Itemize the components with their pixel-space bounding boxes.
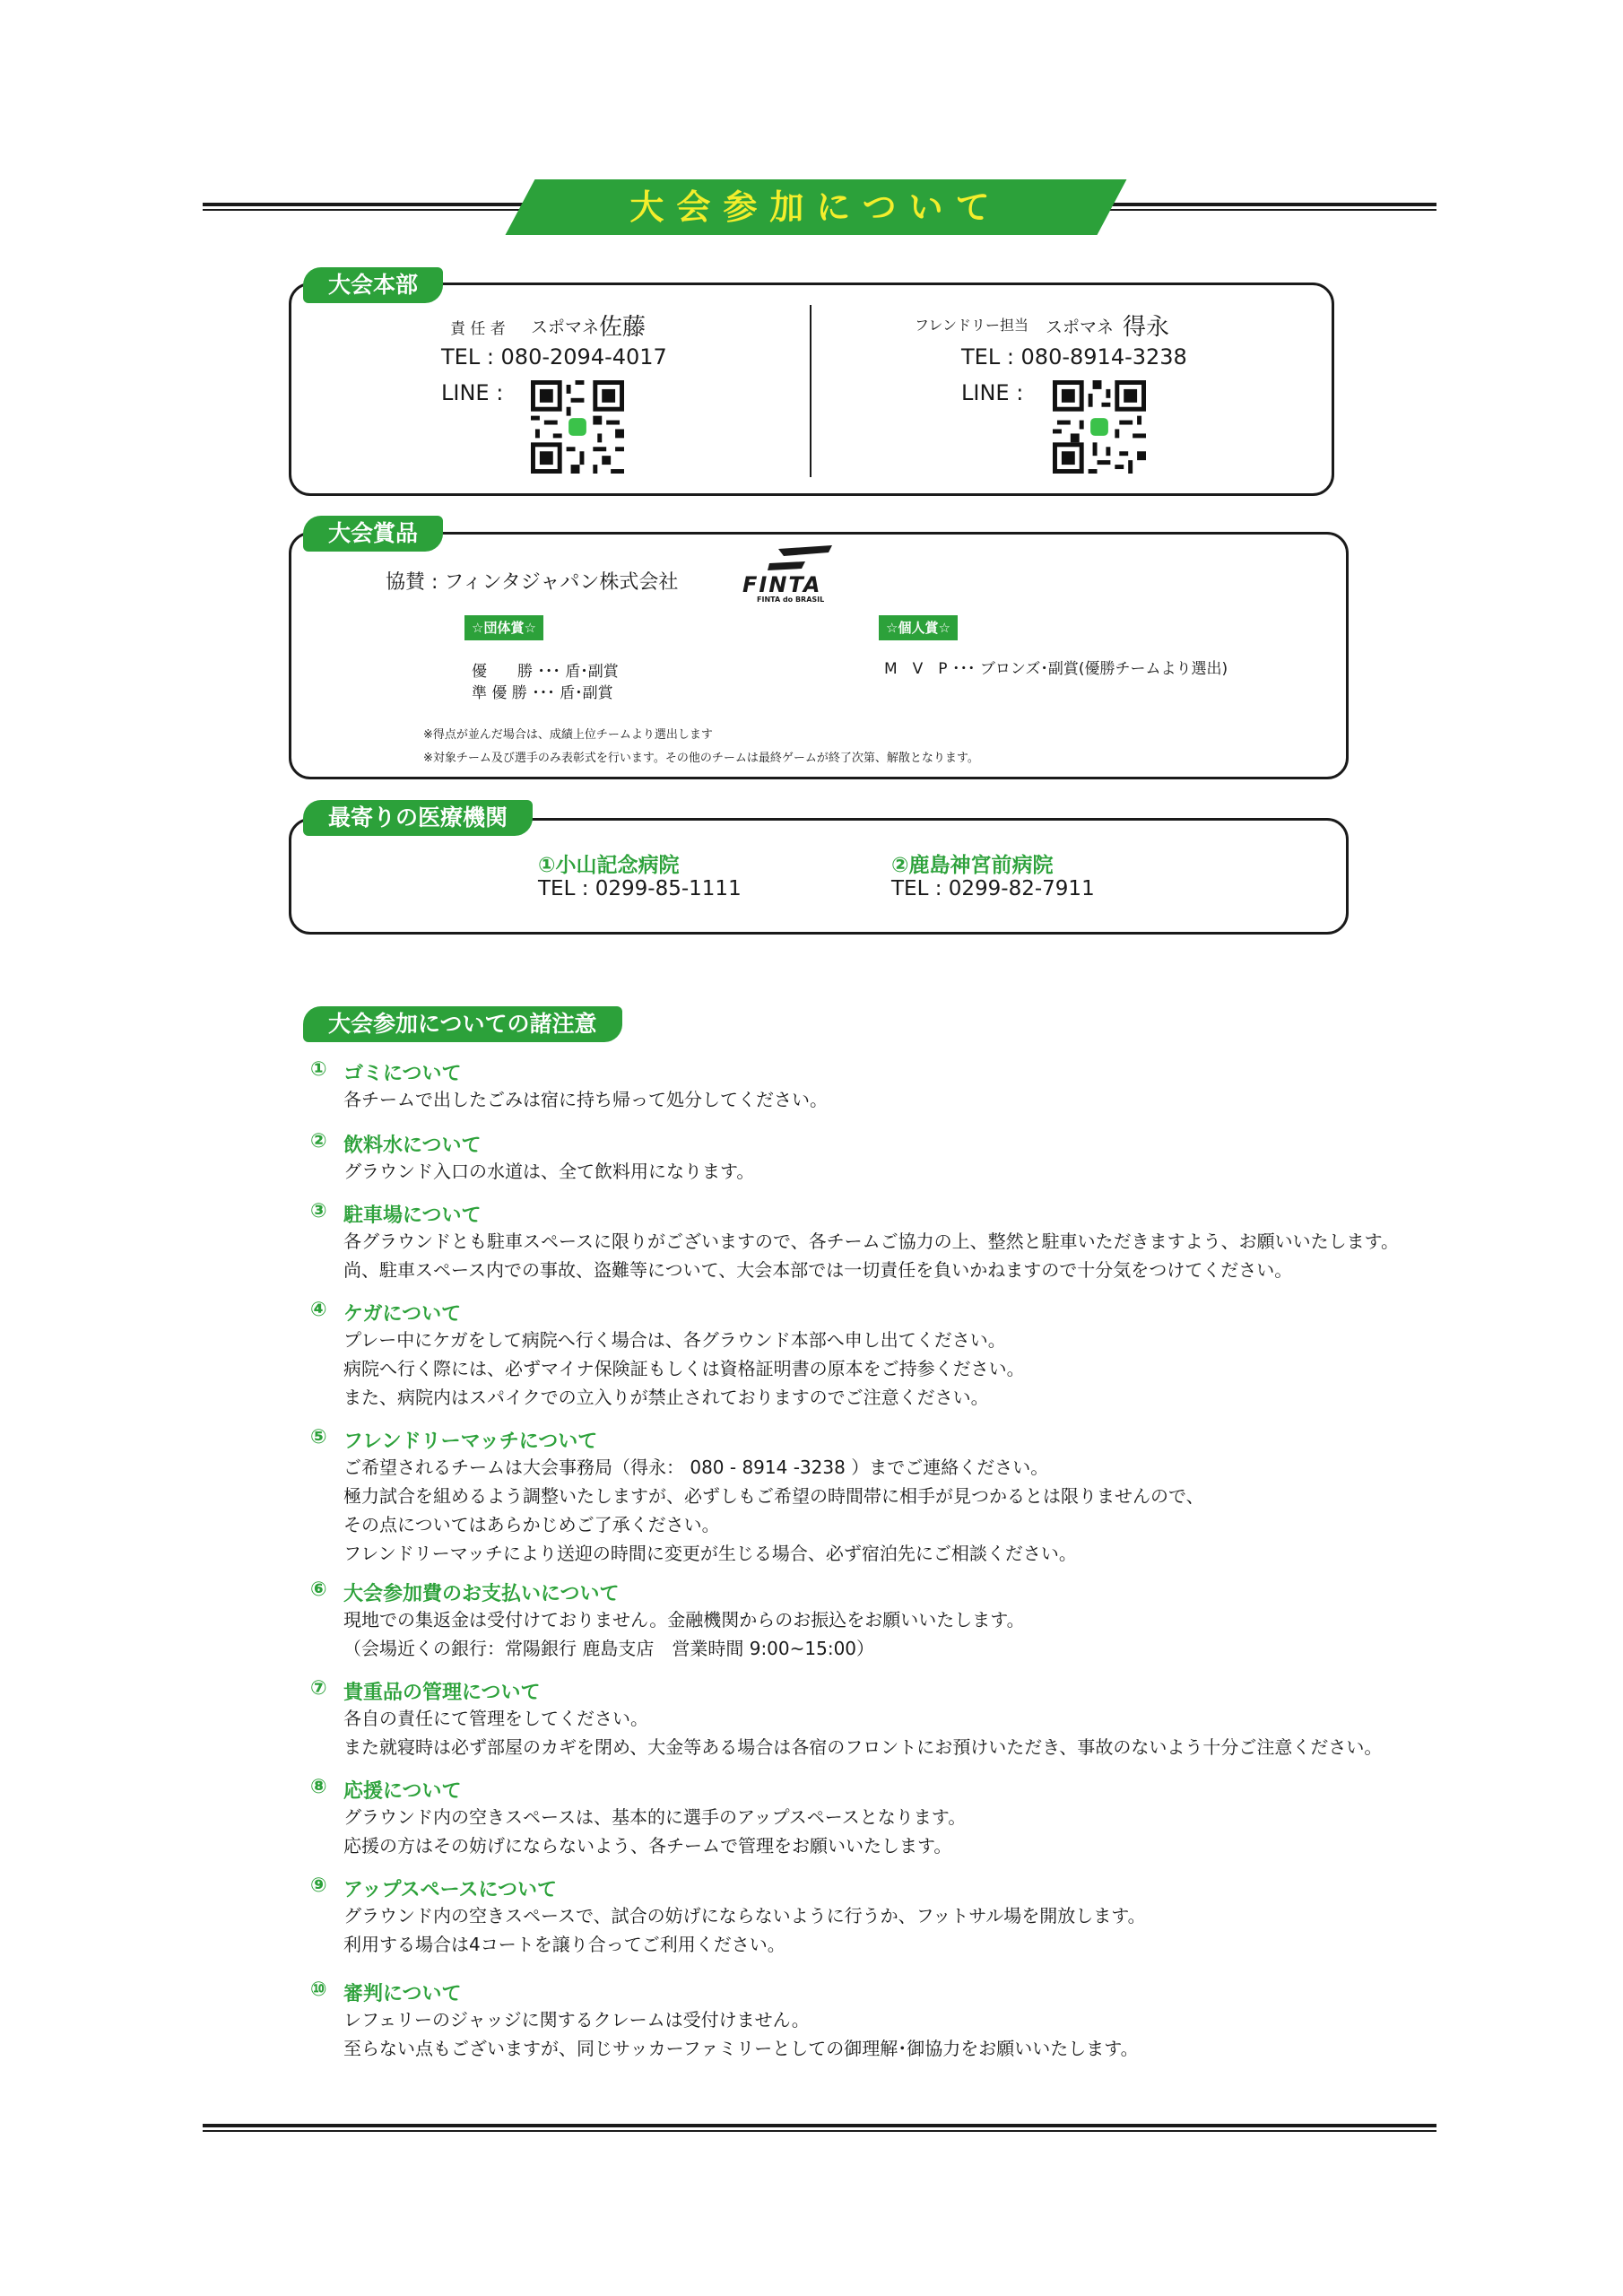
team-prize-line: 優 勝 ･･･ 盾･副賞 (472, 663, 619, 681)
hospital-tel: TEL : 0299-82-7911 (891, 877, 1095, 900)
notices-label: 大会参加についての諸注意 (303, 1006, 622, 1042)
notice-line: グラウンド内の空きスペースは、基本的に選手のアップスペースとなります。 (343, 1806, 967, 1828)
notice-title: フレンドリーマッチについて (343, 1431, 598, 1453)
hq-right-tel: TEL : 080-8914-3238 (961, 344, 1187, 370)
finta-logo (742, 542, 886, 604)
notice-line: （会場近くの銀行：常陽銀行 鹿島支店 営業時間 9:00~15:00） (343, 1638, 875, 1659)
notice-line: ご希望されるチームは大会事務局（得永： 080 - 8914 -3238 ）までご連絡ください。 (343, 1457, 1049, 1478)
notice-line: 利用する場合は4コートを譲り合ってご利用ください。 (343, 1934, 785, 1955)
prize-note: ※得点が並んだ場合は、成績上位チームより選出します (423, 728, 713, 742)
notice-line: 応援の方はその妨げにならないよう、各チームで管理をお願いいたします。 (343, 1835, 952, 1857)
notice-line: レフェリーのジャッジに関するクレームは受付けません。 (343, 2009, 810, 2031)
finta-logo-text: FINTA (742, 572, 822, 597)
team-prize-tag: ☆団体賞☆ (464, 615, 543, 640)
hq-right-team: スポマネ (1046, 317, 1115, 337)
notice-title: 飲料水について (343, 1135, 482, 1157)
bottom-rule (203, 2124, 1436, 2127)
hq-left-line-label: LINE : (441, 380, 504, 405)
notice-line: 各チームで出したごみは宿に持ち帰って処分してください。 (343, 1089, 828, 1110)
finta-logo-sub: FINTA do BRASIL (757, 596, 825, 604)
prize-note: ※対象チーム及び選手のみ表彰式を行います。その他のチームは最終ゲームが終了次第、解散となります。 (423, 752, 979, 765)
notice-line: その点についてはあらかじめご了承ください。 (343, 1514, 720, 1535)
notice-line: 病院へ行く際には、必ずマイナ保険証もしくは資格証明書の原本をご持参ください。 (343, 1358, 1025, 1379)
notice-number: ⑥ (310, 1578, 327, 1601)
notice-number: ⑨ (310, 1874, 327, 1897)
hq-right-role: フレンドリー担当 (915, 317, 1028, 334)
team-prize-line: 準 優 勝 ･･･ 盾･副賞 (472, 684, 613, 702)
notice-number: ⑧ (310, 1776, 327, 1798)
bottom-rule-thin (203, 2130, 1436, 2132)
qr-code-icon[interactable] (531, 380, 624, 474)
notice-line: 至らない点もございますが、同じサッカーファミリーとしての御理解･御協力をお願いいたします。 (343, 2038, 1139, 2059)
hq-left-role: 責 任 者 (450, 320, 506, 338)
hq-left-tel: TEL : 080-2094-4017 (441, 344, 667, 370)
notice-number: ④ (310, 1299, 327, 1321)
prizes-label: 大会賞品 (303, 516, 443, 552)
notice-line: 各自の責任にて管理をしてください。 (343, 1708, 648, 1729)
notice-line: 極力試合を組めるよう調整いたしますが、必ずしもご希望の時間帯に相手が見つかるとは限りませんので、 (343, 1485, 1204, 1507)
notice-number: ① (310, 1058, 327, 1081)
hq-divider (810, 305, 812, 477)
hospital-name: ①小山記念病院 (538, 854, 680, 877)
notice-line: 尚、駐車スペース内での事故、盗難等について、大会本部では一切責任を負いかねますので十分気をつけてください。 (343, 1259, 1293, 1281)
notice-line: グラウンド入口の水道は、全て飲料用になります。 (343, 1161, 755, 1182)
notice-number: ⑤ (310, 1426, 327, 1448)
notice-title: 審判について (343, 1983, 462, 2005)
notice-title: 応援について (343, 1780, 462, 1803)
hq-right-line-label: LINE : (961, 380, 1024, 405)
hq-label: 大会本部 (303, 267, 443, 303)
notice-title: ケガについて (343, 1303, 462, 1326)
notice-number: ⑩ (310, 1979, 327, 2001)
medical-label: 最寄りの医療機関 (303, 800, 533, 836)
notice-line: また、病院内はスパイクでの立入りが禁止されておりますのでご注意ください。 (343, 1387, 989, 1408)
hq-left-team: スポマネ (531, 317, 600, 337)
individual-prize-line: M V P ･･･ ブロンズ･副賞(優勝チームより選出) (884, 660, 1228, 678)
sponsor-text: 協賛 : フィンタジャパン株式会社 (386, 571, 679, 594)
notice-title: 大会参加費のお支払いについて (343, 1583, 620, 1605)
notice-title: アップスペースについて (343, 1879, 558, 1901)
notice-line: また就寝時は必ず部屋のカギを閉め、大金等ある場合は各宿のフロントにお預けいただき、事故のないよう十分ご注意ください。 (343, 1736, 1383, 1758)
notice-line: プレー中にケガをして病院へ行く場合は、各グラウンド本部へ申し出てください。 (343, 1329, 1006, 1351)
individual-prize-tag: ☆個人賞☆ (879, 615, 958, 640)
notice-line: グラウンド内の空きスペースで、試合の妨げにならないように行うか、フットサル場を開放します。 (343, 1905, 1146, 1926)
notice-title: ゴミについて (343, 1063, 462, 1085)
notice-title: 駐車場について (343, 1205, 482, 1227)
notice-line: 各グラウンドとも駐車スペースに限りがございますので、各チームご協力の上、整然と駐車いただきますよう、お願いいたします。 (343, 1231, 1399, 1252)
page-title: 大会参加について (629, 187, 1002, 227)
notice-line: 現地での集返金は受付けておりません。金融機関からのお振込をお願いいたします。 (343, 1609, 1025, 1631)
hq-right-name: 得永 (1123, 314, 1170, 341)
notice-number: ③ (310, 1200, 327, 1222)
qr-code-icon[interactable] (1053, 380, 1146, 474)
notice-line: フレンドリーマッチにより送迎の時間に変更が生じる場合、必ず宿泊先にご相談ください。 (343, 1543, 1077, 1564)
hospital-tel: TEL : 0299-85-1111 (538, 877, 742, 900)
notice-title: 貴重品の管理について (343, 1682, 541, 1704)
notice-number: ② (310, 1130, 327, 1152)
hospital-name: ②鹿島神宮前病院 (891, 854, 1054, 877)
hq-left-name: 佐藤 (599, 314, 647, 341)
notice-number: ⑦ (310, 1677, 327, 1700)
